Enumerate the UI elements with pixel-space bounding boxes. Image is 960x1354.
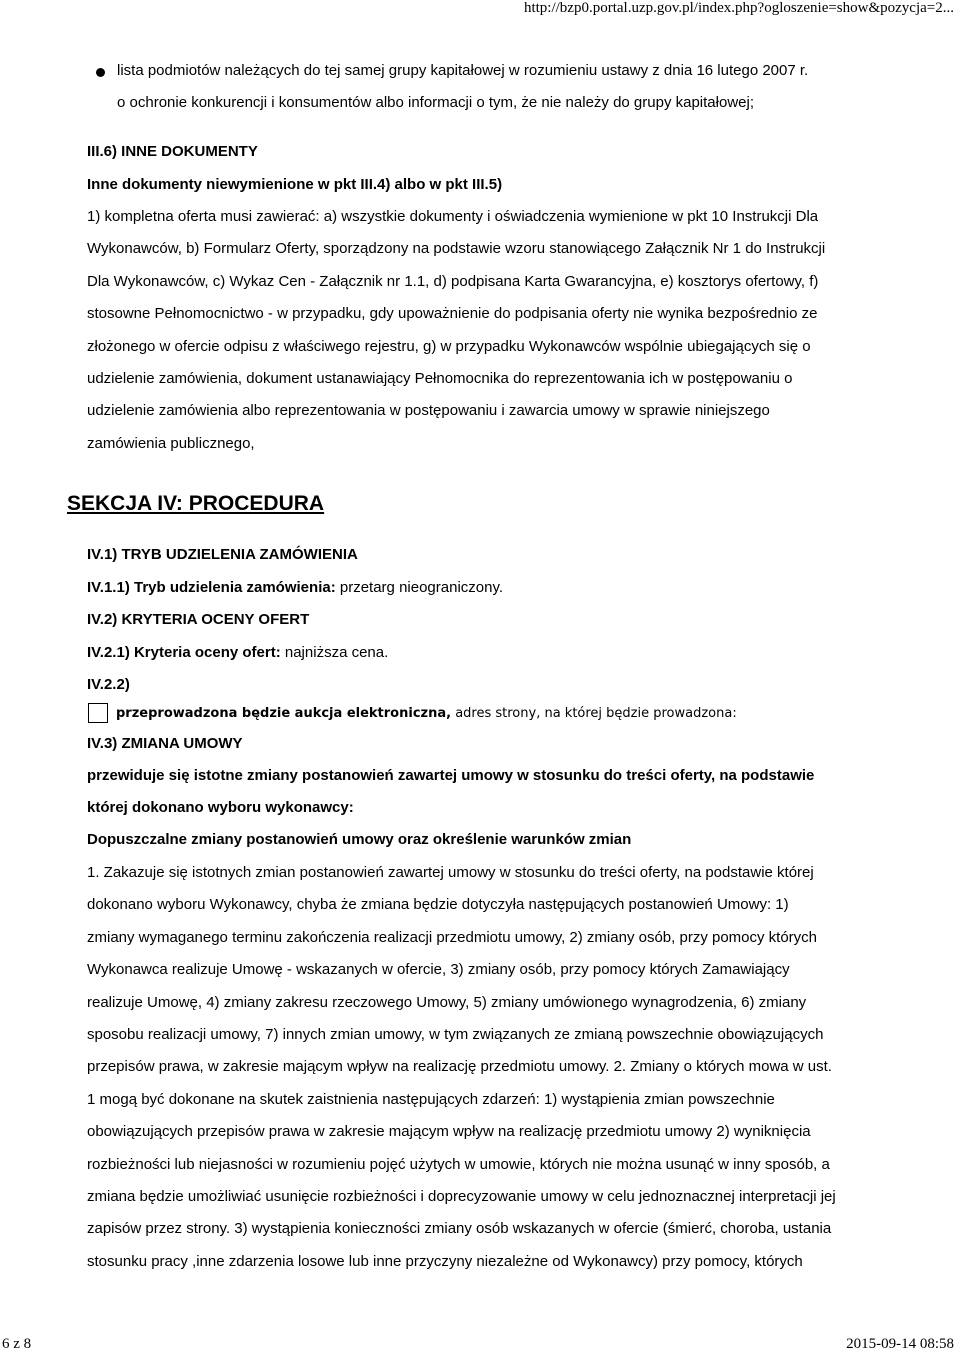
paragraph-line: 1 mogą być dokonane na skutek zaistnienia następujących zdarzeń: 1) wystąpienia zmian powszechnie <box>87 1090 775 1108</box>
electronic-auction-checkbox[interactable] <box>88 703 108 723</box>
procedure-type-value: przetarg nieograniczony. <box>335 579 504 596</box>
paragraph-line: zmiana będzie umożliwiać usunięcie rozbieżności i doprecyzowanie umowy w celu jednoznacznej interpretacji jej <box>87 1188 836 1206</box>
auction-rest-text: adres strony, na której będzie prowadzona: <box>451 706 737 721</box>
evaluation-criteria-value: najniższa cena. <box>280 644 389 661</box>
paragraph-line: realizuje Umowę, 4) zmiany zakresu rzeczowego Umowy, 5) zmiany umówionego wynagrodzenia, 6) zmiany <box>87 993 807 1011</box>
page-number: 6 z 8 <box>2 1336 32 1352</box>
heading-iv3: IV.3) ZMIANA UMOWY <box>87 735 243 752</box>
paragraph-line: rozbieżności lub niejasności w rozumieniu pojęć użytych w umowie, których nie można usunąć w inny sposób, a <box>87 1155 830 1173</box>
heading-iv22: IV.2.2) <box>87 676 130 693</box>
paragraph-line: stosowne Pełnomocnictwo - w przypadku, gdy upoważnienie do podpisania oferty nie wynika bezpośrednio ze <box>87 305 818 323</box>
contract-change-line-1: przewiduje się istotne zmiany postanowień zawartej umowy w stosunku do treści oferty, na podstawie <box>87 767 815 784</box>
evaluation-criteria <box>87 644 388 661</box>
paragraph-line: stosunku pracy ,inne zdarzenia losowe lub inne przyczyny niezależne od Wykonawcy) przy pomocy, których <box>87 1252 803 1270</box>
procedure-type-label: IV.1.1) Tryb udzielenia zamówienia: <box>87 579 336 596</box>
paragraph-line: udzielenie zamówienia, dokument ustanawiający Pełnomocnika do reprezentowania ich w postępowaniu o <box>87 370 793 388</box>
heading-iv2: IV.2) KRYTERIA OCENY OFERT <box>87 611 310 628</box>
paragraph-line: dokonano wyboru Wykonawcy, chyba że zmiana będzie dotyczyła następujących postanowień Umowy: 1) <box>87 896 789 914</box>
contract-change-line-2: której dokonano wyboru wykonawcy: <box>87 799 354 816</box>
paragraph-line: 1. Zakazuje się istotnych zmian postanowień zawartej umowy w stosunku do treści oferty, na podstawie której <box>87 864 814 881</box>
print-datetime: 2015-09-14 08:58 <box>846 1336 954 1352</box>
evaluation-criteria-label: IV.2.1) Kryteria oceny ofert: <box>87 644 281 661</box>
list-item-line-2: o ochronie konkurencji i konsumentów albo informacji o tym, że nie należy do grupy kapitałowej; <box>117 94 754 111</box>
auction-bold-text: przeprowadzona będzie aukcja elektroniczna, <box>116 706 452 721</box>
procedure-type <box>87 579 503 596</box>
section-heading-iii6: III.6) INNE DOKUMENTY <box>87 143 258 160</box>
list-item-line-1: lista podmiotów należących do tej samej grupy kapitałowej w rozumieniu ustawy z dnia 16 lutego 2007 r. <box>117 62 809 79</box>
paragraph-line: 1) kompletna oferta musi zawierać: a) wszystkie dokumenty i oświadczenia wymienione w pkt 10 Instrukcji Dla <box>87 208 819 225</box>
paragraph-line: Dla Wykonawców, c) Wykaz Cen - Załącznik nr 1.1, d) podpisana Karta Gwarancyjna, e) kosztorys ofertowy, f) <box>87 272 819 290</box>
electronic-auction-label <box>116 706 737 721</box>
other-documents-paragraph <box>87 201 907 460</box>
paragraph-line: zmiany wymaganego terminu zakończenia realizacji przedmiotu umowy, 2) zmiany osób, przy pomocy których <box>87 928 818 946</box>
paragraph-line: zamówienia publicznego, <box>87 434 255 452</box>
paragraph-line: sposobu realizacji umowy, 7) innych zmian umowy, w tym związanych ze zmianą powszechnie obowiązujących <box>87 1026 824 1044</box>
paragraph-line: przepisów prawa, w zakresie mającym wpływ na realizację przedmiotu umowy. 2. Zmiany o których mowa w ust. <box>87 1058 832 1076</box>
section-title-procedure: SEKCJA IV: PROCEDURA <box>67 492 325 515</box>
paragraph-line: zapisów przez strony. 3) wystąpienia konieczności zmiany osób wskazanych w ofercie (śmierć, choroba, ustania <box>87 1220 832 1238</box>
heading-iv1: IV.1) TRYB UDZIELENIA ZAMÓWIENIA <box>87 546 358 563</box>
list-bullet-icon <box>96 68 105 77</box>
paragraph-line: udzielenie zamówienia albo reprezentowania w postępowaniu i zawarcia umowy w sprawie niniejszego <box>87 402 770 420</box>
paragraph-line: złożonego w ofercie odpisu z właściwego rejestru, g) w przypadku Wykonawców wspólnie ubiegających się o <box>87 337 811 355</box>
paragraph-line: obowiązujących przepisów prawa w zakresie mającym wpływ na realizację przedmiotu umowy 2) wyniknięcia <box>87 1123 811 1141</box>
paragraph-line: Wykonawców, b) Formularz Oferty, sporządzony na podstawie wzoru stanowiącego Załącznik Nr 1 do Instrukcji <box>87 240 826 258</box>
allowed-changes-paragraph <box>87 857 907 1278</box>
subheading-other-documents: Inne dokumenty niewymienione w pkt III.4) albo w pkt III.5) <box>87 176 503 193</box>
allowed-changes-subheading: Dopuszczalne zmiany postanowień umowy oraz określenie warunków zmian <box>87 831 632 848</box>
paragraph-line: Wykonawca realizuje Umowę - wskazanych w ofercie, 3) zmiany osób, przy pomocy których Zamawiający <box>87 961 790 979</box>
page-url: http://bzp0.portal.uzp.gov.pl/index.php?ogloszenie=show&pozycja=2... <box>523 0 954 16</box>
